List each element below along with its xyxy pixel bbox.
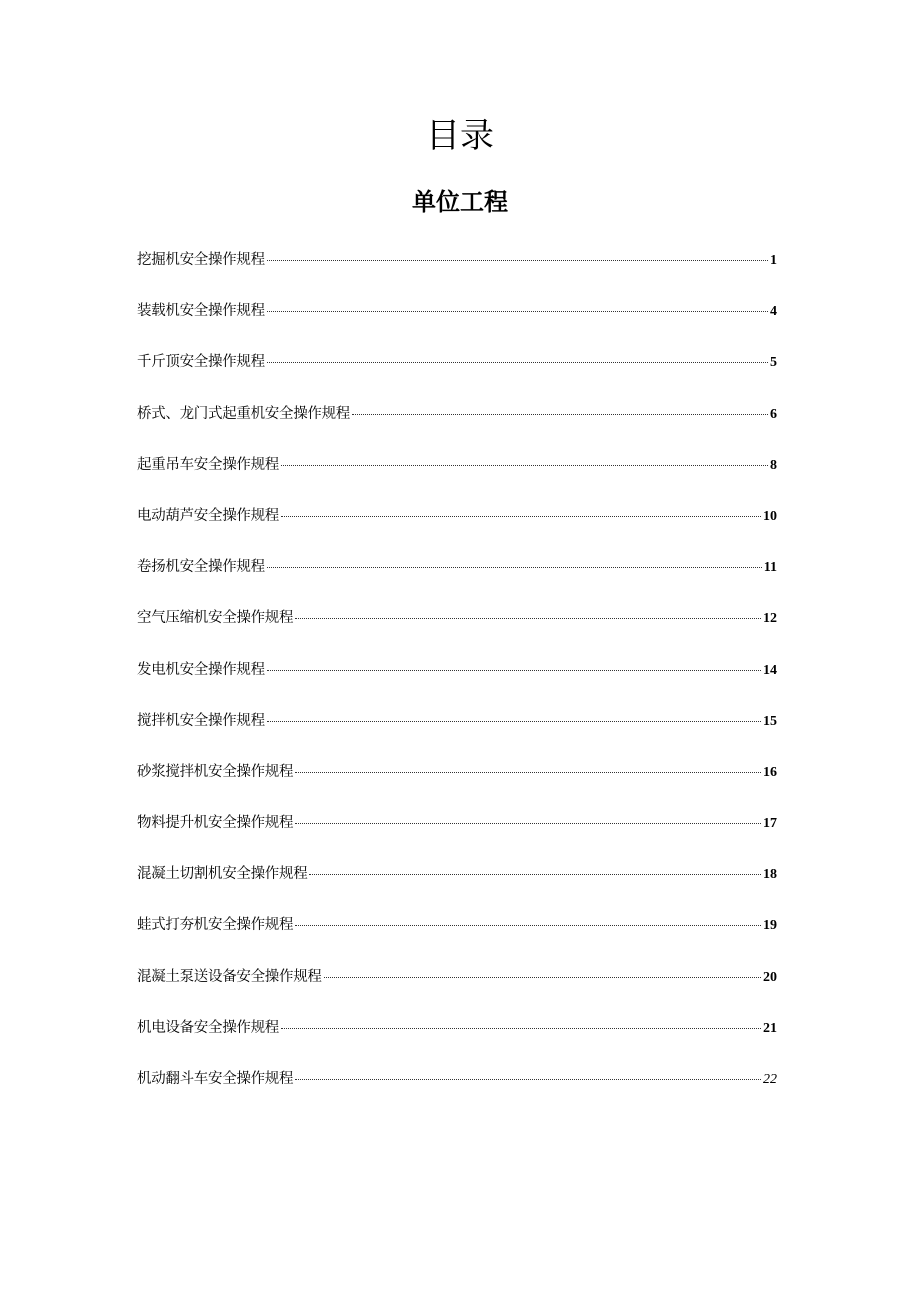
toc-leader-dots <box>281 464 768 466</box>
toc-entry[interactable] <box>137 553 777 604</box>
toc-entry-label: 搅拌机安全操作规程 <box>137 712 265 729</box>
toc-leader-dots <box>281 1027 761 1029</box>
toc-leader-dots <box>267 310 768 312</box>
toc-entry-page: 12 <box>763 611 777 627</box>
toc-entry-page: 20 <box>763 969 777 985</box>
toc-entry[interactable] <box>137 400 777 451</box>
toc-entry-label: 装载机安全操作规程 <box>137 303 265 320</box>
toc-leader-dots <box>324 976 761 978</box>
toc-entry-label: 机动翻斗车安全操作规程 <box>137 1071 294 1087</box>
toc-leader-dots <box>295 771 761 773</box>
toc-leader-dots <box>267 720 761 722</box>
toc-entry[interactable] <box>137 656 777 707</box>
toc-entry[interactable] <box>137 860 777 911</box>
toc-leader-dots <box>267 566 762 568</box>
toc-entry-page: 15 <box>763 713 777 729</box>
toc-leader-dots <box>295 1078 761 1080</box>
toc-entry-label: 挖掘机安全操作规程 <box>137 252 265 268</box>
toc-leader-dots <box>352 413 768 415</box>
toc-entry[interactable] <box>137 911 777 962</box>
toc-entry[interactable] <box>137 348 777 399</box>
toc-entry[interactable] <box>137 604 777 655</box>
toc-leader-dots <box>295 924 761 926</box>
toc-entry[interactable] <box>137 707 777 758</box>
toc-entry-label: 机电设备安全操作规程 <box>137 1019 279 1036</box>
toc-leader-dots <box>281 515 761 517</box>
toc-entry-page: 4 <box>770 304 777 320</box>
toc-entry-label: 发电机安全操作规程 <box>137 661 265 678</box>
toc-entry-page: 16 <box>763 764 777 780</box>
toc-entry-label: 混凝土泵送设备安全操作规程 <box>137 968 322 985</box>
toc-entry-page: 14 <box>763 662 777 678</box>
toc-entry-label: 蛙式打夯机安全操作规程 <box>137 917 294 934</box>
toc-entry[interactable] <box>137 963 777 1014</box>
toc-entry[interactable] <box>137 246 777 297</box>
toc-leader-dots <box>295 617 761 619</box>
toc-entry[interactable] <box>137 758 777 809</box>
toc-entry-page: 6 <box>770 406 777 422</box>
toc-leader-dots <box>267 259 768 261</box>
toc-entry[interactable] <box>137 451 777 502</box>
toc-entry-page: 19 <box>763 918 777 934</box>
toc-entry-label: 空气压缩机安全操作规程 <box>137 610 294 627</box>
toc-entry[interactable] <box>137 809 777 860</box>
table-of-contents <box>137 246 777 1116</box>
toc-leader-dots <box>309 873 761 875</box>
toc-entry-page: 11 <box>763 560 777 576</box>
toc-entry-page: 17 <box>763 816 777 832</box>
toc-entry[interactable] <box>137 502 777 553</box>
toc-entry-page: 8 <box>770 457 777 473</box>
toc-entry[interactable] <box>137 1065 777 1116</box>
page-title: 目录 <box>426 116 494 156</box>
toc-entry-label: 千斤顶安全操作规程 <box>137 354 265 371</box>
toc-entry-page: 18 <box>763 867 777 883</box>
toc-entry[interactable] <box>137 297 777 348</box>
toc-entry-label: 混凝土切割机安全操作规程 <box>137 866 308 883</box>
toc-entry-page: 1 <box>770 253 777 268</box>
toc-entry-label: 砂浆搅拌机安全操作规程 <box>137 763 294 780</box>
toc-entry[interactable] <box>137 1014 777 1065</box>
toc-entry-page: 10 <box>763 508 777 524</box>
toc-leader-dots <box>295 822 761 824</box>
toc-leader-dots <box>267 669 761 671</box>
toc-entry-label: 卷扬机安全操作规程 <box>137 559 265 576</box>
toc-entry-page: 22 <box>763 1072 777 1087</box>
toc-entry-page: 5 <box>770 355 777 371</box>
toc-entry-label: 桥式、龙门式起重机安全操作规程 <box>137 405 350 422</box>
toc-leader-dots <box>267 361 768 363</box>
section-subtitle: 单位工程 <box>412 188 508 216</box>
toc-entry-label: 物料提升机安全操作规程 <box>137 815 294 832</box>
toc-entry-label: 起重吊车安全操作规程 <box>137 456 279 473</box>
toc-entry-page: 21 <box>763 1020 777 1036</box>
toc-entry-label: 电动葫芦安全操作规程 <box>137 507 279 524</box>
